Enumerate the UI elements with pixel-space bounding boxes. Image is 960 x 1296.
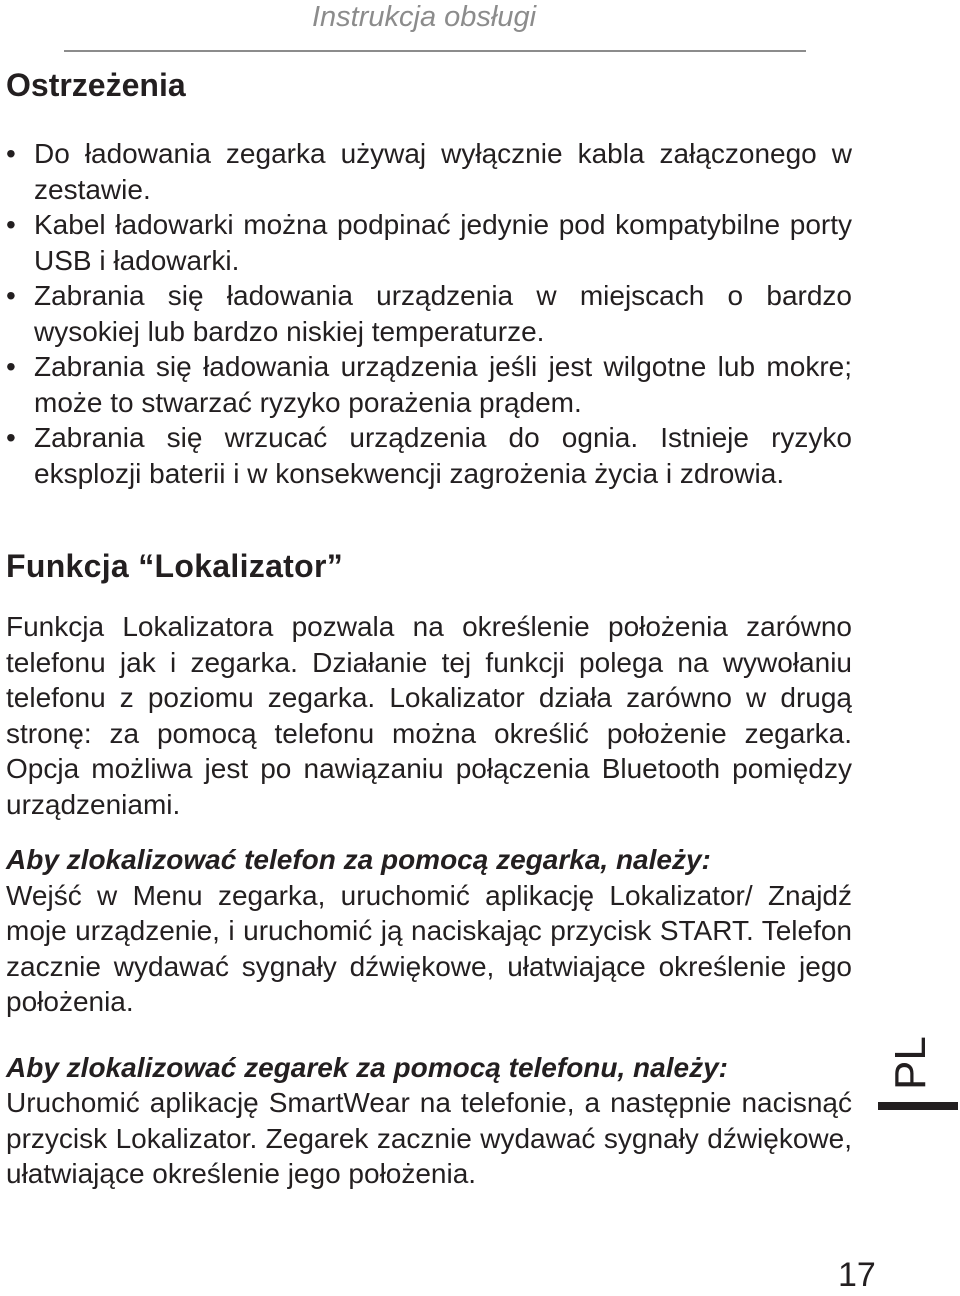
locator-heading: Funkcja “Lokalizator” bbox=[6, 548, 344, 584]
warning-item-text: Zabrania się ładowania urządzenia w miejscach o bardzo wysokiej lub bardzo niskiej temperaturze. bbox=[34, 280, 852, 347]
bullet-icon: • bbox=[6, 351, 16, 382]
warning-item-text: Zabrania się wrzucać urządzenia do ognia. Istnieje ryzyko eksplozji baterii i w konsekwencji zagrożenia życia i zdrowia. bbox=[34, 422, 852, 489]
bullet-icon: • bbox=[6, 138, 16, 169]
find-phone-instructions bbox=[6, 842, 852, 1020]
language-tab-label: PL bbox=[886, 1036, 935, 1090]
warning-item-text: Kabel ładowarki można podpinać jedynie pod kompatybilne porty USB i ładowarki. bbox=[34, 209, 852, 276]
find-watch-heading: Aby zlokalizować zegarek za pomocą telefonu, należy: bbox=[6, 1051, 728, 1083]
language-tab-bar bbox=[878, 1102, 958, 1110]
language-tab bbox=[878, 1020, 958, 1110]
page-number: 17 bbox=[838, 1256, 876, 1294]
page-content bbox=[6, 64, 852, 1192]
warnings-list bbox=[6, 136, 852, 491]
bullet-icon: • bbox=[6, 280, 16, 311]
warning-item bbox=[6, 420, 852, 491]
bullet-icon: • bbox=[6, 209, 16, 240]
locator-description: Funkcja Lokalizatora pozwala na określenie położenia zarówno telefonu jak i zegarka. Działanie tej funkcji polega na wywołaniu telefonu z poziomu zegarka. Lokalizator działa zarówno w drugą stronę: za pomocą telefonu można określić położenie zegarka. Opcja możliwa jest po nawiązaniu połączenia Bluetooth pomiędzy urządzeniami. bbox=[6, 611, 852, 820]
warning-item bbox=[6, 349, 852, 420]
warning-item-text: Do ładowania zegarka używaj wyłącznie kabla załączonego w zestawie. bbox=[34, 138, 852, 205]
warnings-heading: Ostrzeżenia bbox=[6, 67, 186, 103]
find-phone-heading: Aby zlokalizować telefon za pomocą zegarka, należy: bbox=[6, 844, 711, 875]
find-phone-text: Wejść w Menu zegarka, uruchomić aplikację Lokalizator/ Znajdź moje urządzenie, i uruchomić ją naciskając przycisk START. Telefon zacznie wydawać sygnały dźwiękowe, ułatwiające określenie jego położenia. bbox=[6, 879, 852, 1017]
warning-item bbox=[6, 207, 852, 278]
find-watch-text: Uruchomić aplikację SmartWear na telefonie, a następnie nacisnąć przycisk Lokalizator. Zegarek zacznie wydawać sygnały dźwiękowe, ułatwiające określenie jego położenia. bbox=[6, 1087, 852, 1189]
bullet-icon: • bbox=[6, 422, 16, 453]
header-divider bbox=[64, 50, 806, 52]
warning-item bbox=[6, 278, 852, 349]
warning-item bbox=[6, 136, 852, 207]
document-header-title: Instrukcja obsługi bbox=[312, 1, 537, 33]
find-watch-instructions bbox=[6, 1050, 852, 1192]
warning-item-text: Zabrania się ładowania urządzenia jeśli jest wilgotne lub mokre; może to stwarzać ryzyko porażenia prądem. bbox=[34, 351, 852, 418]
